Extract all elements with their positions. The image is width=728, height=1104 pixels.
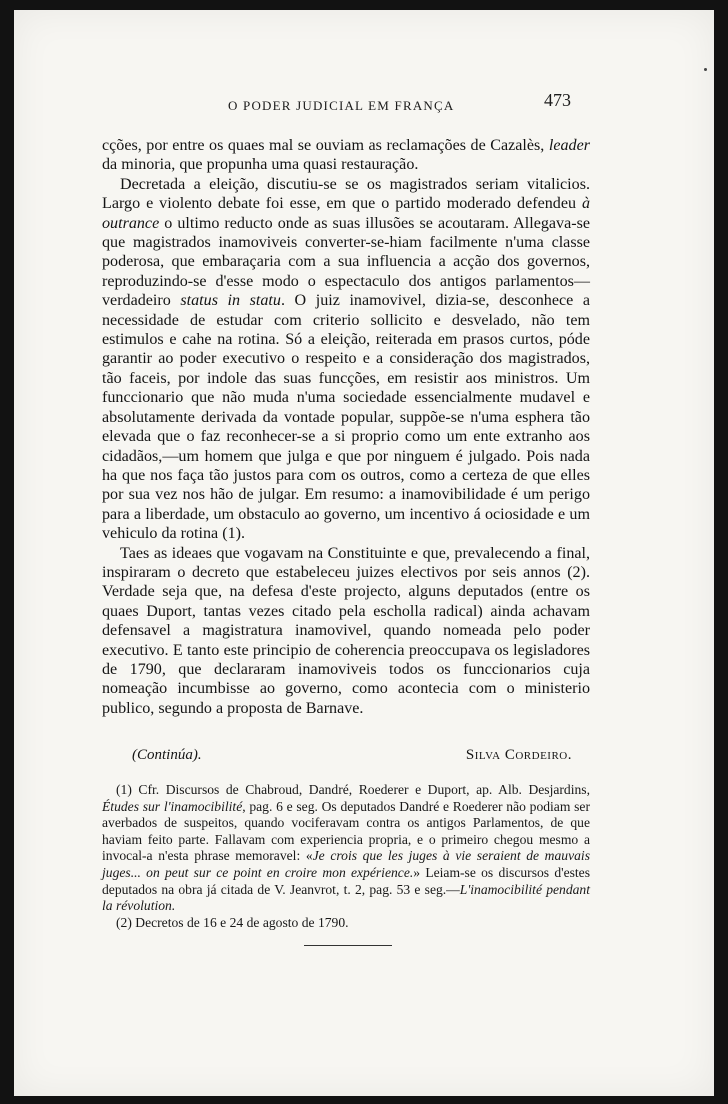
author-signature: Silva Cordeiro. (465, 747, 572, 763)
footnote-2: (2) Decretos de 16 e 24 de agosto de 1790. (116, 914, 349, 930)
page-number: 473 (544, 90, 571, 110)
italic-a-outrance: à outrance (102, 195, 590, 232)
book-page (14, 10, 714, 1096)
paragraph-2: Decretada a eleição, discutiu-se se os magistrados seriam vitalicios. Largo e violento debate foi esse, em que o partido moderado defendeu à outrance o ultimo reducto onde as suas illusões se acoutaram. Allegava-se que magistrados inamoviveis converter-se-hiam facilmente n'uma classe poderosa, que embaraçaria com a sua influencia a acção dos governos, reproduzindo-se d'esse modo o espectaculo dos antigos parlamentos—verdadeiro status in statu. O juiz inamovivel, dizia-se, desconhece a necessidade de estudar com criterio sollicito e desvelado, não tem estimulos e cahe na rotina. Só a eleição, reiterada em prasos curtos, póde garantir ao poder executivo o respeito e a consideração dos magistrados, tão faceis, por indole das suas funcções, em resistir aos ministros. Um funccionario que não muda n'uma sociedade essencialmente mudavel e absolutamente derivada da vontade popular, suppõe-se n'uma esphera tão elevada que o faz reconhecer-se a si proprio como um ente extranho aos cidadãos,—um homem que julga e que por ninguem é julgado. Pois nada ha que nos faça tão justos para com os outros, como a certeza de que elles por sua vez nos hão de julgar. Em resumo: a inamovibilidade é um perigo para a liberdade, um obstaculo ao governo, um incentivo á ociosidade e um vehiculo da rotina (1). (102, 175, 590, 543)
paragraph-1: cções, por entre os quaes mal se ouviam as reclamações de Cazalès, leader da minoria, que propunha uma quasi restauração. (102, 137, 590, 174)
page-header (14, 90, 714, 114)
main-text (102, 136, 590, 718)
footnotes (102, 782, 590, 931)
running-title: O PODER JUDICIAL EM FRANÇA (228, 98, 455, 113)
paragraph-3: Taes as ideaes que vogavam na Constituinte e que, prevalecendo a final, inspiraram o decreto que estabeleceu juizes electivos por seis annos (2). Verdade seja que, na defesa d'este projecto, alguns deputados (entre os quaes Duport, tantas vezes citado pela escholla radical) ainda achavam defensavel a magistratura inamovivel, quando nomeada pelo poder executivo. E tanto este principio de coherencia preoccupava os legisladores de 1790, que declararam inamoviveis todos os funccionarios cuja nomeação incumbisse ao governo, como acontecia com o ministerio publico, segundo a proposta de Barnave. (102, 544, 590, 717)
signature-row (102, 747, 572, 767)
italic-leader: leader (548, 137, 590, 154)
continua-note: (Continúa). (132, 747, 202, 763)
italic-status-in-statu: status in statu (180, 292, 281, 310)
footnote-1: (1) Cfr. Discursos de Chabroud, Dandré, Roederer e Duport, ap. Alb. Desjardins, Études sur l'inamocibilité, pag. 6 e seg. Os deputados Dandré e Roederer não podiam ser averbados de suspeitos, quando vociferavam contra os antigos Parlamentos, de que haviam feito parte. Fallavam com experiencia propria, e o primeiro chegou mesmo a invocal-a n'esta phrase memoravel: «Je crois que les juges à vie seraient de mauvais juges... on peut sur ce point en croire mon expérience.» Leiam-se os discursos d'estes deputados na obra já citada de V. Jeanvrot, t. 2, pag. 53 e seg.—L'inamocibilité pendant la révolution. (102, 782, 590, 914)
scan-speck (704, 68, 707, 71)
end-rule (304, 945, 392, 946)
